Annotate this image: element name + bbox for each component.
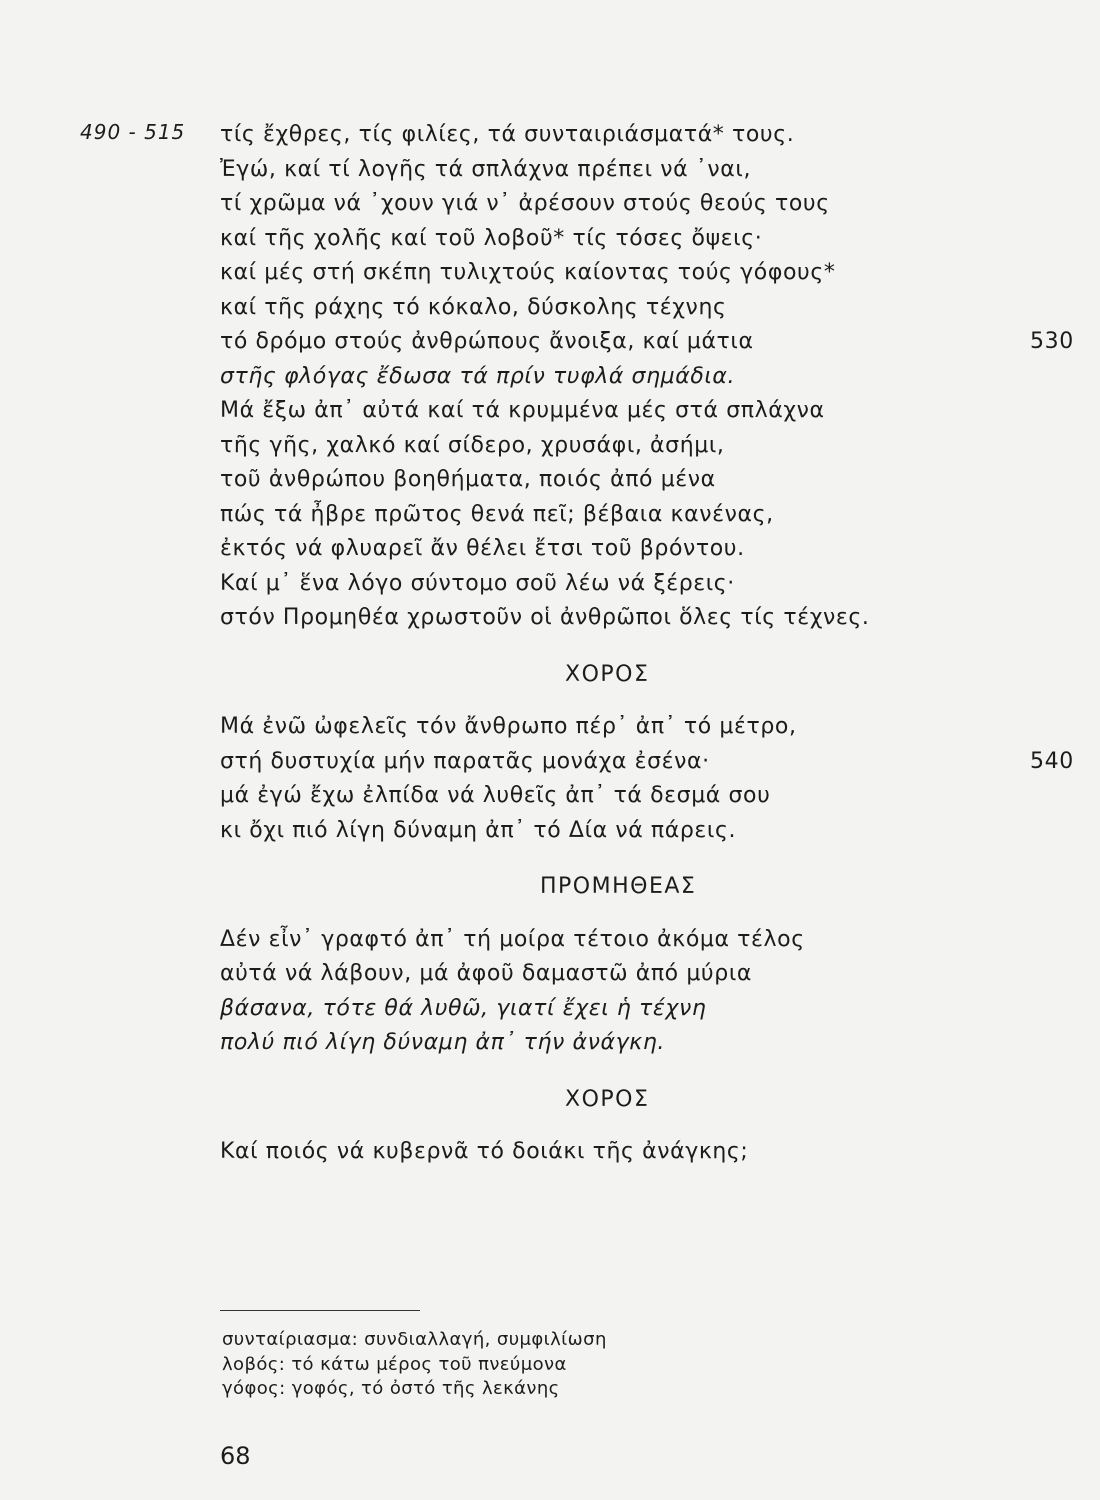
speaker-prometheus: ΠΡΟΜΗΘΕΑΣ — [540, 874, 697, 899]
speaker-chorus: ΧΟΡΟΣ — [565, 661, 650, 687]
footnote: λοβός: τό κάτω μέρος τοῦ πνεύμονα — [222, 1353, 567, 1375]
verse-line — [220, 429, 1090, 464]
verse-text: Μά ἔξω ἀπ᾽ αὐτά καί τά κρυμμένα μές στά σπλάχνα — [220, 398, 825, 423]
footnote: γόφος: γοφός, τό ὀστό τῆς λεκάνης — [222, 1378, 560, 1399]
speaker-chorus-2: ΧΟΡΟΣ — [565, 1086, 650, 1112]
line-number: 530 — [1030, 329, 1074, 354]
verse-line — [220, 291, 1090, 326]
verse-line — [220, 394, 1090, 429]
verse-text: στόν Προμηθέα χρωστοῦν οἱ ἀνθρῶποι ὅλες τίς τέχνες. — [220, 605, 870, 630]
verse-line — [220, 498, 1090, 533]
verse-line — [220, 325, 1090, 360]
verse-text: πολύ πιό λίγη δύναμη ἀπ᾽ τήν ἀνάγκη. — [220, 1030, 665, 1055]
verse-line — [220, 992, 1090, 1027]
verse-group-1 — [220, 118, 1090, 636]
verse-text: μά ἐγώ ἔχω ἐλπίδα νά λυθεῖς ἀπ᾽ τά δεσμά σου — [220, 783, 771, 808]
verse-text: Δέν εἶν᾽ γραφτό ἀπ᾽ τή μοίρα τέτοιο ἀκόμα τέλος — [220, 926, 805, 952]
verse-line — [220, 814, 1090, 849]
page-number: 68 — [220, 1442, 251, 1470]
verse-text: τοῦ ἀνθρώπου βοηθήματα, ποιός ἀπό μένα — [220, 467, 716, 492]
verse-text: αὐτά νά λάβουν, μά ἀφοῦ δαμαστῶ ἀπό μύρια — [220, 961, 752, 986]
verse-line — [220, 256, 1090, 291]
footnote-divider — [220, 1310, 420, 1311]
verse-line — [220, 710, 1090, 745]
verse-line — [220, 601, 1090, 636]
footnote: συνταίριασμα: συνδιαλλαγή, συμφιλίωση — [222, 1329, 607, 1350]
verse-text: Ἐγώ, καί τί λογῆς τά σπλάχνα πρέπει νά ᾽ναι, — [220, 156, 752, 182]
verse-text: στῆς φλόγας ἔδωσα τά πρίν τυφλά σημάδια. — [220, 363, 736, 389]
verse-text: κι ὄχι πιό λίγη δύναμη ἀπ᾽ τό Δία νά πάρεις. — [220, 817, 737, 843]
verse-text: στή δυστυχία μήν παρατᾶς μονάχα ἐσένα· — [220, 748, 710, 774]
verse-line — [220, 360, 1090, 395]
verse-line — [220, 463, 1090, 498]
verse-group-3 — [220, 923, 1090, 1061]
verse-line — [220, 745, 1090, 780]
verse-line — [220, 1026, 1090, 1061]
verse-text: Καί μ᾽ ἕνα λόγο σύντομο σοῦ λέω νά ξέρεις· — [220, 570, 735, 596]
verse-line — [220, 118, 1090, 153]
verse-line — [220, 779, 1090, 814]
verse-line — [220, 957, 1090, 992]
verse-text: τί χρῶμα νά ᾽χουν γιά ν᾽ ἀρέσουν στούς θεούς τους — [220, 191, 830, 216]
verse-text: ἐκτός νά φλυαρεῖ ἄν θέλει ἔτσι τοῦ βρόντου. — [220, 536, 745, 561]
verse-line — [220, 923, 1090, 958]
verse-line — [220, 187, 1090, 222]
verse-text: πώς τά ἦβρε πρῶτος θενά πεῖ; βέβαια κανένας, — [220, 501, 774, 527]
verse-text: καί μές στή σκέπη τυλιχτούς καίοντας τούς γόφους* — [220, 260, 836, 285]
verse-line — [220, 567, 1090, 602]
verse-text: τίς ἔχθρες, τίς φιλίες, τά συνταιριάσματά* τους. — [220, 122, 795, 147]
verse-text: Μά ἐνῶ ὠφελεῖς τόν ἄνθρωπο πέρ᾽ ἀπ᾽ τό μέτρο, — [220, 714, 797, 739]
verse-text: βάσανα, τότε θά λυθῶ, γιατί ἔχει ἡ τέχνη — [220, 995, 707, 1021]
verse-group-2 — [220, 710, 1090, 848]
verse-text-block — [220, 118, 1090, 1170]
verse-text: καί τῆς χολῆς καί τοῦ λοβοῦ* τίς τόσες ὄψεις· — [220, 225, 763, 251]
verse-line — [220, 222, 1090, 257]
line-range-marker: 490 - 515 — [80, 120, 186, 144]
verse-line — [220, 1135, 1090, 1170]
line-number: 540 — [1030, 748, 1074, 774]
verse-text: τό δρόμο στούς ἀνθρώπους ἄνοιξα, καί μάτια — [220, 329, 754, 354]
verse-line — [220, 153, 1090, 188]
verse-group-4 — [220, 1135, 1090, 1170]
footnotes — [222, 1328, 607, 1402]
verse-text: Καί ποιός νά κυβερνᾶ τό δοιάκι τῆς ἀνάγκης; — [220, 1139, 749, 1164]
verse-text: τῆς γῆς, χαλκό καί σίδερο, χρυσάφι, ἀσήμι, — [220, 432, 725, 458]
verse-line — [220, 532, 1090, 567]
verse-text: καί τῆς ράχης τό κόκαλο, δύσκολης τέχνης — [220, 294, 727, 320]
